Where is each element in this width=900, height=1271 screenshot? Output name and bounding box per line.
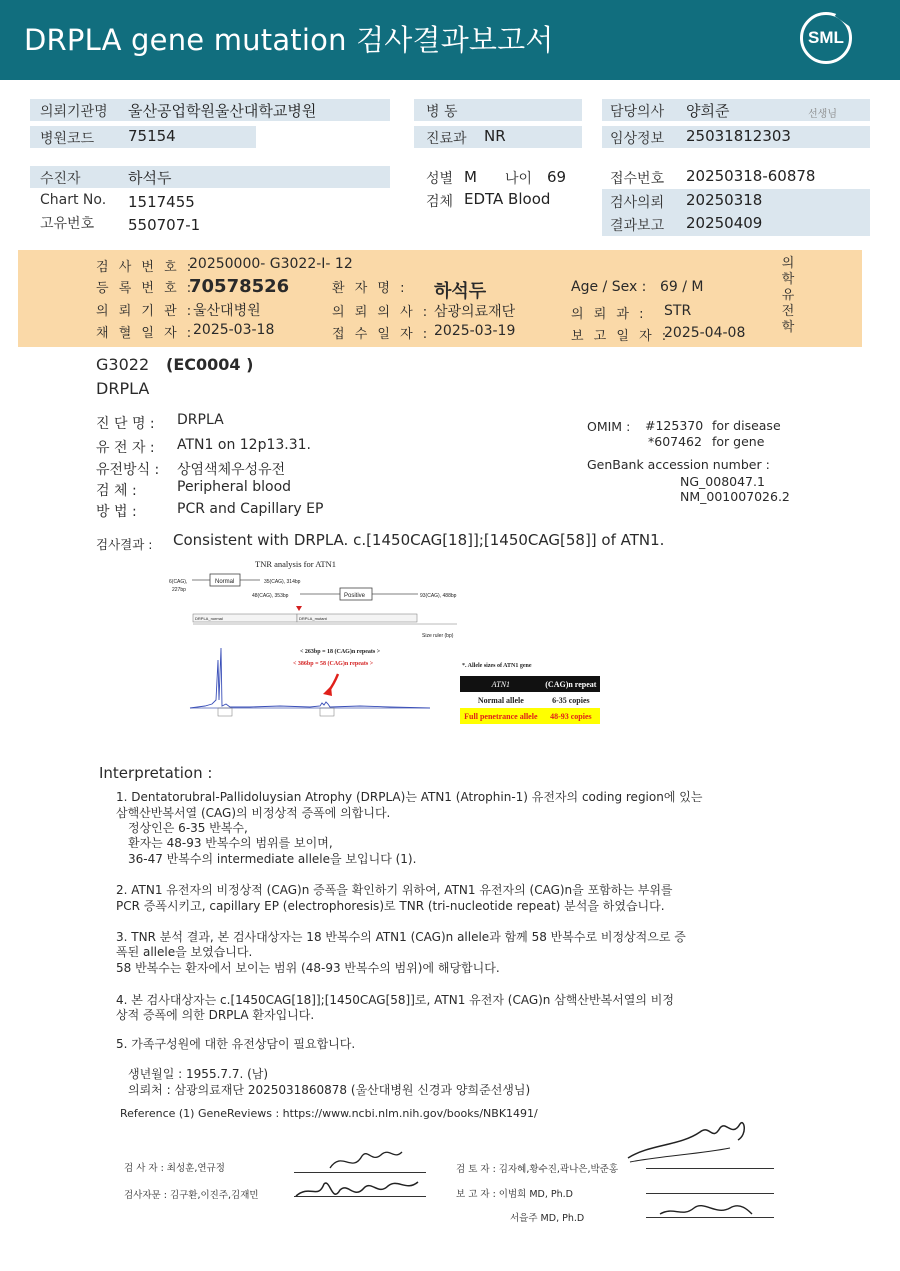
omim-label: OMIM : [587,419,631,434]
omim-gene: *607462 [648,434,702,449]
dept-value: NR [484,127,506,145]
sex-label: 성별 [426,171,454,187]
allele-row1-b: 6-35 copies [552,695,590,705]
interp-heading: Interpretation : [99,764,213,782]
chart-no-value: 1517455 [128,193,195,211]
receipt-no-label: 접수번호 [610,171,665,187]
reviewer: 검 토 자 : 김자혜,황수진,곽나은,박준홍 [456,1164,618,1175]
allele-head-1: ATN1 [460,676,542,692]
reference: Reference (1) GeneReviews : https://www.ncbi.nlm.nih.gov/books/NBK1491/ [120,1107,538,1120]
sml-logo [800,12,852,64]
age-sex-value: 69 / M [660,279,704,295]
interp-p3-l1: 3. TNR 분석 결과, 본 검사대상자는 18 반복수의 ATN1 (CAG)n allele과 함께 58 반복수로 비정상적으로 증 [116,930,686,944]
interp-p4-l2: 상적 증폭에 의한 DRPLA 환자입니다. [116,1008,315,1022]
interp-p1-l3: 정상인은 6-35 반복수, [128,821,248,835]
reg-no-label: 등 록 번 호 : [96,281,195,296]
ruler-normal-label: DRPLA_normal [195,616,223,621]
normal-box-label: Normal [215,579,235,585]
ruler-mutant-label: DRPLA_mutant [299,616,327,621]
mutation-marker-icon [296,606,302,611]
trace-peak-box-2 [320,708,334,716]
allele-row2-a: Full penetrance allele [460,708,542,724]
allele-table-title: *. Allele sizes of ATN1 gene [462,663,532,669]
unique-no-value: 550707-1 [128,216,201,234]
diagnosis-label: 진 단 명 : [96,416,155,432]
advisor: 검사자문 : 김구환,이진주,김재민 [124,1190,259,1201]
tester: 검 사 자 : 최성훈,연규정 [124,1163,225,1174]
report-date-value: 20250409 [686,214,763,232]
lbl-35cag: 35(CAG), 314bp [264,579,301,585]
report-date-label: 결과보고 [610,218,665,234]
peak-normal-label: < 263bp = 18 (CAG)n repeats > [300,649,381,655]
test-code-paren: (EC0004 ) [166,355,254,374]
patient-value: 하석두 [128,169,172,187]
age-label: 나이 [505,171,533,187]
request-date-label: 검사의뢰 [610,195,665,211]
sex-value: M [464,168,477,186]
test-no-value: 20250000- G3022-I- 12 [189,256,353,272]
disease-short: DRPLA [96,379,150,398]
clinical-info-label: 임상정보 [610,131,665,147]
omim-disease-note: for disease [712,418,781,433]
chart-no-label: Chart No. [40,192,107,208]
interp-p1-l5: 36-47 반복수의 intermediate allele을 보입니다 (1). [128,852,417,866]
handwritten-signatures-right [620,1110,780,1225]
gene-label: 유 전 자 : [96,440,155,456]
req-org-label: 의 뢰 기 관 : [96,304,195,319]
red-arrowhead-icon [323,686,332,696]
req-doctor-label: 의 뢰 의 사 : [332,305,431,320]
specimen-value: EDTA Blood [464,190,551,208]
hospital-code-label: 병원코드 [40,131,95,147]
req-dept-label: 의 뢰 과 : [571,307,647,322]
interp-p1-l4: 환자는 48-93 반복수의 범위를 보이며, [128,836,333,850]
interp-p2-l1: 2. ATN1 유전자의 비정상적 (CAG)n 증폭을 확인하기 위하여, ATN1 유전자의 (CAG)n을 포함하는 부위를 [116,883,673,897]
req-dept-value: STR [664,303,692,319]
patient-band [30,166,390,188]
test-code: G3022 [96,355,150,374]
size-ruler-label: Size ruler (bp) [422,633,454,639]
unique-no-label: 고유번호 [40,216,95,232]
lbl-227: 227bp [172,587,186,593]
report-date-label-scan: 보 고 일 자 : [571,329,670,344]
allele-row1-a: Normal allele [477,695,524,705]
draw-date-label: 채 혈 일 자 : [96,326,195,341]
interp-p4-l1: 4. 본 검사대상자는 c.[1450CAG[18]];[1450CAG[58]]로, ATN1 유전자 (CAG)n 삼핵산반복서열의 비정 [116,993,674,1007]
omim-gene-note: for gene [712,434,765,449]
ward-label: 병 동 [426,104,458,120]
genbank-1: NG_008047.1 [680,474,765,489]
logo-ring-gap [835,5,859,28]
dept-label: 진료과 [426,131,467,147]
vertical-dept: 의학유전학 [781,256,795,335]
positive-box-label: Positive [344,593,366,599]
receive-date-label: 접 수 일 자 : [332,327,431,342]
patient-name-value: 하석두 [434,281,487,302]
trace-line [190,648,430,708]
result-value: Consistent with DRPLA. c.[1450CAG[18]];[1450CAG[58]] of ATN1. [173,531,665,549]
interp-p3-l3: 58 반복수는 환자에서 보이는 범위 (48-93 반복수의 범위)에 해당합니다. [116,961,500,975]
client-org-value: 울산공업학원울산대학교병원 [128,102,317,120]
header-bar [0,0,900,80]
request-date-value: 20250318 [686,191,763,209]
interp-p5: 5. 가족구성원에 대한 유전상담이 필요합니다. [116,1037,356,1051]
method-label: 방 법 : [96,504,137,520]
hospital-code-value: 75154 [128,127,176,145]
allele-head-2: (CAG)n repeat [542,676,600,692]
age-sex-label: Age / Sex : [571,279,647,295]
interp-p1-l2: 삼핵산반복서열 (CAG)의 비정상적 증폭에 의합니다. [116,806,391,820]
genbank-label: GenBank accession number : [587,457,770,472]
interp-p2-l2: PCR 증폭시키고, capillary EP (electrophoresis)로 TNR (tri-nucleotide repeat) 분석을 하였습니다. [116,899,665,913]
interp-p1-l1: 1. Dentatorubral-Pallidoluysian Atrophy (DRPLA)는 ATN1 (Atrophin-1) 유전자의 coding region에 있는 [116,790,703,804]
reporter: 보 고 자 : 이범희 MD, Ph.D [456,1189,573,1200]
gene-value: ATN1 on 12p13.31. [177,437,311,453]
genbank-2: NM_001007026.2 [680,489,790,504]
allele-table [460,676,600,724]
fig-title: TNR analysis for ATN1 [255,559,336,569]
specimen-scan-label: 검 체 : [96,483,137,499]
receipt-no-value: 20250318-60878 [686,167,816,185]
doctor-label: 담당의사 [610,104,665,120]
inheritance-label: 유전방식 : [96,462,160,478]
age-value: 69 [547,168,567,186]
test-no-label: 검 사 번 호 : [96,260,195,275]
req-doctor-value: 삼광의료재단 [434,304,516,320]
diagnosis-value: DRPLA [177,412,224,428]
doctor-value: 양희준 [686,102,730,120]
logo-text: SML [808,28,844,47]
peak-mutant-label: < 386bp = 58 (CAG)n repeats > [293,661,374,667]
omim-disease: #125370 [645,418,704,433]
specimen-scan-value: Peripheral blood [177,479,292,495]
lbl-48cag: 48(CAG), 353bp [252,593,289,599]
handwritten-signatures-left [290,1134,450,1214]
inheritance-value: 상염색체우성유전 [177,462,286,478]
lbl-93cag: 93(CAG), 488bp [420,593,457,599]
specimen-label: 검체 [426,194,454,210]
clinical-info-value: 25031812303 [686,127,791,145]
result-label: 검사결과 : [96,537,153,552]
reporter-2: 서을주 MD, Ph.D [510,1213,585,1224]
birth-date: 생년월일 : 1955.7.7. (남) [128,1067,269,1081]
draw-date-value: 2025-03-18 [193,322,275,338]
reg-no-value: 70578526 [189,276,290,297]
receive-date-value: 2025-03-19 [434,323,516,339]
allele-row2-b: 48-93 copies [542,708,600,724]
trace-peak-box-1 [218,708,232,716]
report-title: DRPLA gene mutation 검사결과보고서 [24,23,554,57]
requester: 의뢰처 : 삼광의료재단 2025031860878 (울산대병원 신경과 양희준선생님) [128,1083,531,1097]
method-value: PCR and Capillary EP [177,501,324,517]
patient-name-label: 환 자 명 : [332,281,408,296]
interp-p3-l2: 폭된 allele을 보였습니다. [116,945,253,959]
patient-label: 수진자 [40,171,81,187]
report-date-value-scan: 2025-04-08 [664,325,746,341]
lbl-6cag: 6(CAG), [169,579,188,585]
req-org-value: 울산대병원 [193,303,261,319]
doctor-suffix: 선생님 [808,109,837,120]
client-org-label: 의뢰기관명 [40,104,108,120]
